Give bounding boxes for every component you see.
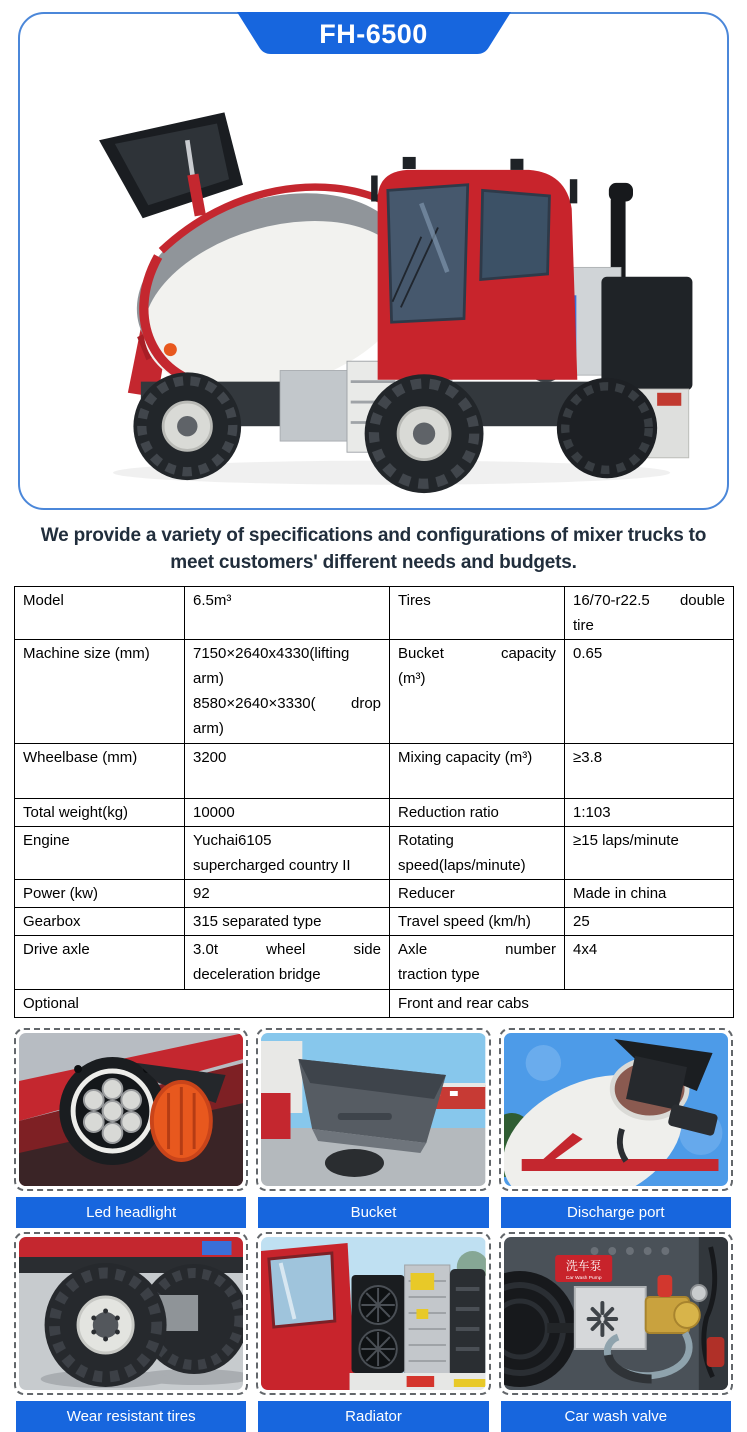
- spec-row-optional: [15, 990, 734, 1018]
- cell-drive-axle-value: 3.0t wheel side deceleration bridge: [185, 936, 390, 990]
- cell-engine-value: Yuchai6105 supercharged country II: [185, 827, 390, 880]
- feature-card-tires: [14, 1232, 248, 1432]
- feature-grid: [14, 1028, 733, 1432]
- cell-rotating-speed-value: ≥15 laps/minute: [565, 827, 734, 880]
- truck-photo: [48, 72, 698, 500]
- cell-engine-label: Engine: [15, 827, 185, 880]
- cell-total-weight-value: 10000: [185, 799, 390, 827]
- spec-row-total-weight: [15, 799, 734, 827]
- intro-text: We provide a variety of specifications and configurations of mixer trucks to meet customers' different needs and budgets.: [40, 525, 707, 573]
- car-wash-sticker-en: Car Wash Pump: [565, 1275, 602, 1282]
- cell-bucket-capacity-value: 0.65: [565, 640, 734, 744]
- caption-led-headlight: Led headlight: [16, 1197, 246, 1228]
- cell-reducer-value: Made in china: [565, 880, 734, 908]
- driver-cab: [371, 157, 577, 380]
- cell-mixing-capacity-value: ≥3.8: [565, 744, 734, 799]
- cell-tires-label: Tires: [390, 587, 565, 640]
- spec-row-power: [15, 880, 734, 908]
- caption-bucket: Bucket: [258, 1197, 488, 1228]
- caption-tires: Wear resistant tires: [16, 1401, 246, 1432]
- cell-drive-axle-label: Drive axle: [15, 936, 185, 990]
- spec-row-gearbox: [15, 908, 734, 936]
- radiator-photo: [256, 1232, 490, 1395]
- spec-row-wheelbase: [15, 744, 734, 799]
- loading-hopper: [99, 112, 243, 218]
- discharge-port-illustration: [504, 1033, 728, 1186]
- cell-model-label: Model: [15, 587, 185, 640]
- cell-bucket-capacity-label: Bucket capacity (m³): [390, 640, 565, 744]
- cell-gearbox-label: Gearbox: [15, 908, 185, 936]
- cell-rotating-speed-label: Rotating speed(laps/minute): [390, 827, 565, 880]
- cell-axle-number-value: 4x4: [565, 936, 734, 990]
- feature-card-radiator: [256, 1232, 490, 1432]
- cell-travel-speed-label: Travel speed (km/h): [390, 908, 565, 936]
- cell-wheelbase-label: Wheelbase (mm): [15, 744, 185, 799]
- cell-reduction-ratio-label: Reduction ratio: [390, 799, 565, 827]
- feature-card-discharge-port: [499, 1028, 733, 1228]
- cell-wheelbase-value: 3200: [185, 744, 390, 799]
- feature-card-car-wash-valve: [499, 1232, 733, 1432]
- tires-photo: [14, 1232, 248, 1395]
- product-hero-box: [18, 12, 729, 510]
- caption-discharge-port: Discharge port: [501, 1197, 731, 1228]
- caption-car-wash-valve: Car wash valve: [501, 1401, 731, 1432]
- cell-tires-value: 16/70-r22.5 double tire: [565, 587, 734, 640]
- cell-reducer-label: Reducer: [390, 880, 565, 908]
- cell-axle-number-label: Axle number traction type: [390, 936, 565, 990]
- car-wash-valve-photo: [499, 1232, 733, 1395]
- cell-optional-label: Optional: [15, 990, 390, 1018]
- cell-gearbox-value: 315 separated type: [185, 908, 390, 936]
- cell-mixing-capacity-label: Mixing capacity (m³): [390, 744, 565, 799]
- car-wash-valve-illustration: [504, 1237, 728, 1390]
- caption-radiator: Radiator: [258, 1401, 488, 1432]
- led-headlight-photo: [14, 1028, 248, 1191]
- mixer-truck-illustration: [48, 72, 698, 500]
- bucket-photo: [256, 1028, 490, 1191]
- cell-power-label: Power (kw): [15, 880, 185, 908]
- cell-total-weight-label: Total weight(kg): [15, 799, 185, 827]
- tires-illustration: [19, 1237, 243, 1390]
- model-badge-label: FH-6500: [319, 18, 428, 49]
- radiator-illustration: [261, 1237, 485, 1390]
- spec-table: [14, 586, 734, 1018]
- bucket-illustration: [261, 1033, 485, 1186]
- cell-travel-speed-value: 25: [565, 908, 734, 936]
- cell-machine-size-value: 7150×2640x4330(lifting arm) 8580×2640×3330( drop arm): [185, 640, 390, 744]
- spec-row-machine-size: [15, 640, 734, 744]
- feature-card-led-headlight: [14, 1028, 248, 1228]
- cell-model-value: 6.5m³: [185, 587, 390, 640]
- spec-row-model: [15, 587, 734, 640]
- discharge-port-photo: [499, 1028, 733, 1191]
- cell-optional-value: Front and rear cabs: [390, 990, 734, 1018]
- cell-power-value: 92: [185, 880, 390, 908]
- cell-machine-size-label: Machine size (mm): [15, 640, 185, 744]
- led-headlight-illustration: [19, 1033, 243, 1186]
- spec-row-engine: [15, 827, 734, 880]
- model-badge: [237, 12, 511, 54]
- spec-row-drive-axle: [15, 936, 734, 990]
- car-wash-sticker-cn: 洗车泵: [565, 1258, 602, 1274]
- cell-reduction-ratio-value: 1:103: [565, 799, 734, 827]
- feature-card-bucket: [256, 1028, 490, 1228]
